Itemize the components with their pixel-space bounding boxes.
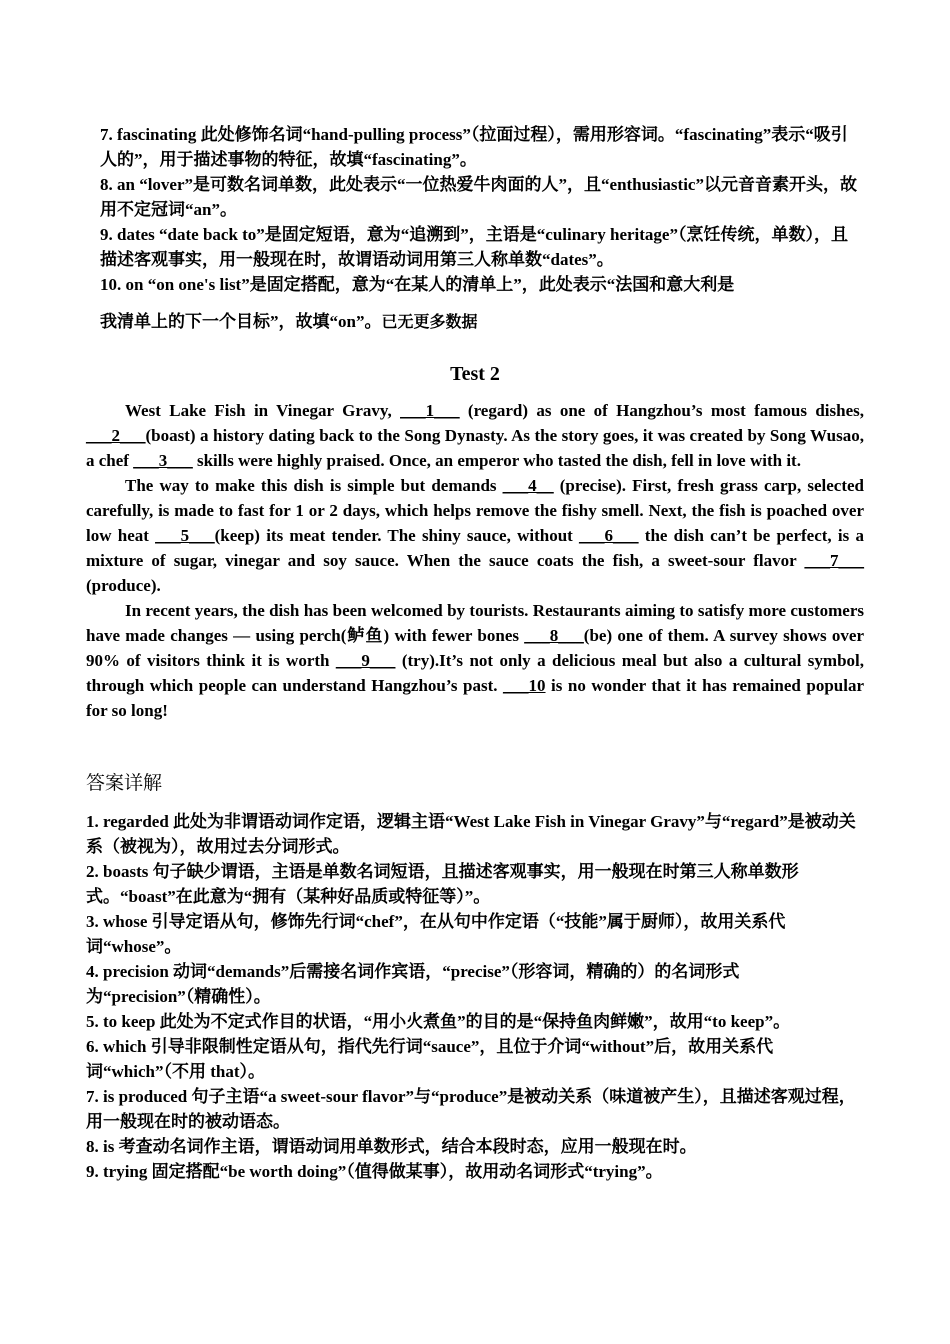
passage-text: is no wonder that it has remained popular for so long! xyxy=(86,676,864,720)
answer-item-continued xyxy=(100,309,864,334)
answer-item: 10. on “on one's list”是固定搭配，意为“在某人的清单上”，此处表示“法国和意大利是 xyxy=(100,275,735,294)
no-more-data-label: 已无更多数据 xyxy=(381,312,478,331)
document-page xyxy=(86,122,864,1184)
passage-text: (be) one of them. A survey shows over 90% of visitors think it is worth xyxy=(86,626,865,670)
blank-6: ___6___ xyxy=(579,526,639,545)
answer-item: 3. whose 引导定语从句，修饰先行词“chef”，在从句中作定语（“技能”属于厨师），故用关系代词“whose”。 xyxy=(86,912,786,956)
answer-item: 7. fascinating 此处修饰名词“hand-pulling process”（拉面过程），需用形容词。“fascinating”表示“吸引人的”，用于描述事物的特征，故填“fascinating”。 xyxy=(100,125,848,169)
passage-paragraph xyxy=(86,473,864,598)
answer-item: 7. is produced 句子主语“a sweet-sour flavor”与“produce”是被动关系（味道被产生），且描述客观过程，用一般现在时的被动语态。 xyxy=(86,1087,856,1131)
passage-text: (keep) its meat tender. The shiny sauce, without xyxy=(214,526,580,545)
passage-text: (boast) a history dating back to the Song Dynasty. As the story goes, it was created by Song Wusao, a chef xyxy=(86,426,864,470)
blank-3: ___3___ xyxy=(133,451,193,470)
blank-8: ___8___ xyxy=(524,626,584,645)
answer-text: 我清单上的下一个目标”，故填“on”。 xyxy=(100,312,382,331)
blank-1: ___1___ xyxy=(400,401,460,420)
test-title: Test 2 xyxy=(450,363,500,385)
answer-item: 1. regarded 此处为非谓语动词作定语，逻辑主语“West Lake Fish in Vinegar Gravy”与“regard”是被动关系（被视为），故用过去分词形式。 xyxy=(86,812,856,856)
answer-item: 8. an “lover”是可数名词单数，此处表示“一位热爱牛肉面的人”，且“enthusiastic”以元音音素开头，故用不定冠词“an”。 xyxy=(100,175,857,219)
answers-section xyxy=(86,809,864,1184)
answers-heading: 答案详解 xyxy=(86,772,163,794)
passage-text: (produce). xyxy=(86,576,161,595)
previous-answers-section xyxy=(86,122,864,334)
passage-text: (regard) as one of Hangzhou’s most famous dishes, xyxy=(459,401,864,420)
passage-text: In recent years, the dish has been welcomed by tourists. Restaurants aiming to satisfy more customers have made changes — using perch(鲈鱼) with fewer bones xyxy=(86,601,864,645)
passage-text: the dish can’t be perfect, is a mixture of sugar, vinegar and soy sauce. When the sauce coats the fish, a sweet-sour flavor xyxy=(86,526,864,570)
answer-item: 9. trying 固定搭配“be worth doing”（值得做某事），故用动名词形式“trying”。 xyxy=(86,1162,663,1181)
passage-text: skills were highly praised. Once, an emperor who tasted the dish, fell in love with it. xyxy=(192,451,801,470)
answer-item: 5. to keep 此处为不定式作目的状语，“用小火煮鱼”的目的是“保持鱼肉鲜嫩”，故用“to keep”。 xyxy=(86,1012,791,1031)
blank-7: ___7___ xyxy=(804,551,864,570)
blank-4: ___4__ xyxy=(502,476,554,495)
passage-text: The way to make this dish is simple but demands xyxy=(125,476,503,495)
answer-item: 6. which 引导非限制性定语从句，指代先行词“sauce”，且位于介词“without”后，故用关系代词“which”（不用 that）。 xyxy=(86,1037,774,1081)
answer-item: 4. precision 动词“demands”后需接名词作宾语，“precise”（形容词，精确的）的名词形式为“precision”（精确性）。 xyxy=(86,962,740,1006)
passage-text: West Lake Fish in Vinegar Gravy, xyxy=(125,401,401,420)
passage-paragraph xyxy=(86,598,864,723)
passage-paragraph xyxy=(86,398,864,473)
blank-10: ___10 xyxy=(503,676,546,695)
answer-item: 8. is 考查动名词作主语，谓语动词用单数形式，结合本段时态，应用一般现在时。 xyxy=(86,1137,697,1156)
blank-2: ___2___ xyxy=(86,426,146,445)
blank-9: ___9___ xyxy=(335,651,396,670)
cloze-passage xyxy=(86,398,864,723)
passage-text: (precise). First, fresh grass carp, selected carefully, is made to fast for 1 or 2 days, which helps remove the fishy smell. Next, the fish is poached over low heat xyxy=(86,476,864,545)
answer-item: 9. dates “date back to”是固定短语，意为“追溯到”，主语是“culinary heritage”（烹饪传统，单数），且描述客观事实，用一般现在时，故谓语动词用第三人称单数“dates”。 xyxy=(100,225,848,269)
passage-text: (try).It’s not only a delicious meal but also a cultural symbol, through which people can understand Hangzhou’s past. xyxy=(86,651,864,695)
answer-item: 2. boasts 句子缺少谓语，主语是单数名词短语，且描述客观事实，用一般现在时第三人称单数形式。“boast”在此意为“拥有（某种好品质或特征等）”。 xyxy=(86,862,799,906)
blank-5: ___5___ xyxy=(155,526,215,545)
